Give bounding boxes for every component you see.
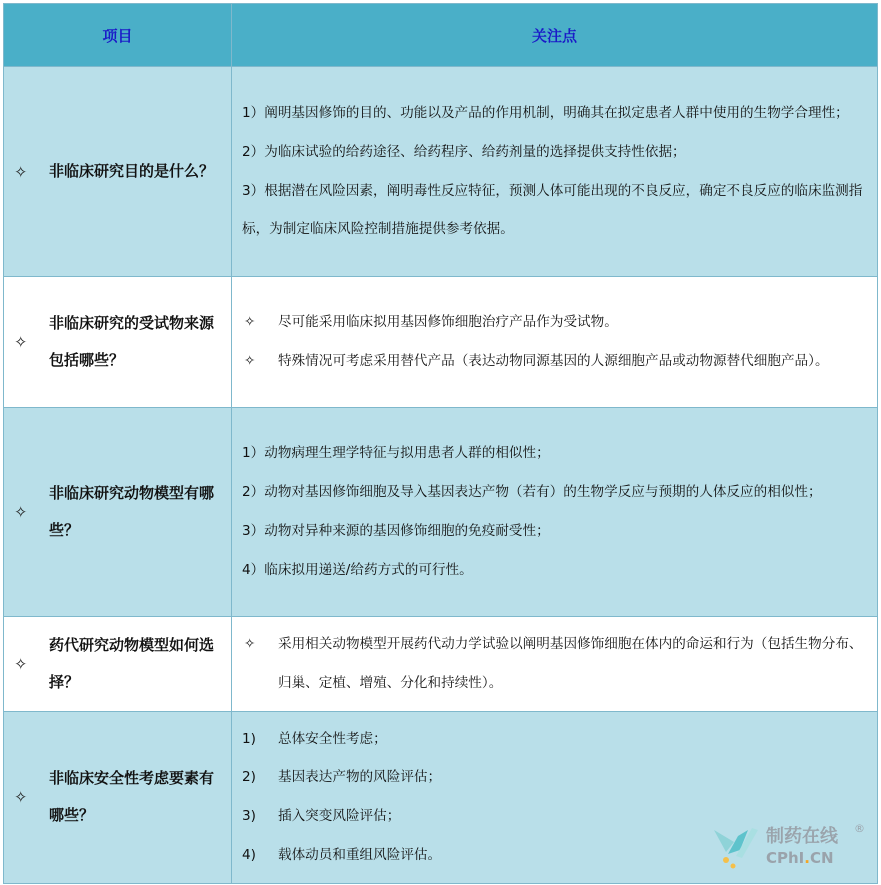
bullet-point [242, 303, 867, 342]
point-number: 2) [242, 769, 256, 786]
row-item-label: 非临床安全性考虑要素有哪些？ [49, 769, 215, 825]
watermark-en-main: CPhI [766, 849, 805, 867]
point-text: 1）动物病理生理学特征与拟用患者人群的相似性； [242, 445, 550, 462]
diamond-star-icon: ✧ [14, 502, 28, 522]
row-points [232, 617, 878, 712]
point-text: 1）阐明基因修饰的目的、功能以及产品的作用机制，明确其在拟定患者人群中使用的生物学合理性； [242, 104, 849, 121]
table-row [4, 408, 878, 617]
point-number: 3) [242, 808, 256, 825]
info-table [3, 3, 878, 884]
point-text: 3）动物对异种来源的基因修饰细胞的免疫耐受性； [242, 523, 550, 539]
row-item [4, 277, 232, 408]
diamond-star-icon: ✧ [14, 787, 28, 807]
table-row [4, 67, 878, 277]
header-focus: 关注点 [232, 4, 878, 67]
row-points [232, 408, 878, 617]
table-header-row [4, 4, 878, 67]
point-text: 2）动物对基因修饰细胞及导入基因表达产物（若有）的生物学反应与预期的人体反应的相似性； [242, 484, 822, 501]
diamond-star-icon: ✧ [14, 332, 28, 352]
watermark-en-dot: . [804, 849, 810, 867]
watermark-cn: 制药在线 [766, 826, 838, 847]
point-text: 2）为临床试验的给药途径、给药程序、给药剂量的选择提供支持性依据； [242, 143, 686, 160]
row-points [232, 277, 878, 408]
point-text: 尽可能采用临床拟用基因修饰细胞治疗产品作为受试物。 [278, 314, 618, 331]
row-item-label: 非临床研究的受试物来源包括哪些？ [49, 314, 215, 369]
point-number: 1) [242, 730, 256, 747]
registered-mark: ® [854, 822, 865, 835]
point-text: 3）根据潜在风险因素，阐明毒性反应特征，预测人体可能出现的不良反应，确定不良反应的临床监测指标，为制定临床风险控制措施提供参考依据。 [242, 182, 863, 238]
table-row [4, 277, 878, 408]
header-item: 项目 [4, 4, 232, 67]
row-item [4, 711, 232, 883]
point-text: 4）临床拟用递送/给药方式的可行性。 [242, 561, 473, 578]
point-text: 总体安全性考虑； [278, 730, 387, 747]
diamond-star-icon: ✧ [244, 636, 256, 652]
watermark-en [766, 849, 834, 867]
numbered-point [242, 720, 867, 759]
row-item [4, 408, 232, 617]
table-row [4, 617, 878, 712]
row-item-label: 非临床研究动物模型有哪些？ [49, 484, 215, 539]
watermark-logo [712, 822, 872, 878]
bullet-point [242, 625, 867, 703]
point-text: 特殊情况可考虑采用替代产品（表达动物同源基因的人源细胞产品或动物源替代细胞产品）。 [278, 353, 829, 369]
diamond-star-icon: ✧ [244, 314, 256, 331]
row-item-label: 非临床研究目的是什么？ [49, 162, 215, 180]
row-item-label: 药代研究动物模型如何选择？ [49, 635, 215, 691]
point-text: 基因表达产物的风险评估； [278, 769, 442, 786]
bullet-point [242, 342, 867, 381]
cphi-logo-icon [712, 822, 762, 872]
point-number: 4) [242, 846, 256, 863]
point-text: 采用相关动物模型开展药代动力学试验以阐明基因修饰细胞在体内的命运和行为（包括生物分布、归巢、定植、增殖、分化和持续性）。 [278, 636, 863, 691]
row-points [232, 67, 878, 277]
diamond-star-icon: ✧ [244, 353, 256, 369]
row-item [4, 617, 232, 712]
numbered-point [242, 758, 867, 797]
row-item [4, 67, 232, 277]
diamond-star-icon: ✧ [14, 162, 28, 181]
diamond-star-icon: ✧ [14, 654, 28, 674]
point-text: 载体动员和重组风险评估。 [278, 846, 442, 863]
watermark-en-tld: CN [809, 849, 834, 867]
point-text: 插入突变风险评估； [278, 808, 401, 825]
